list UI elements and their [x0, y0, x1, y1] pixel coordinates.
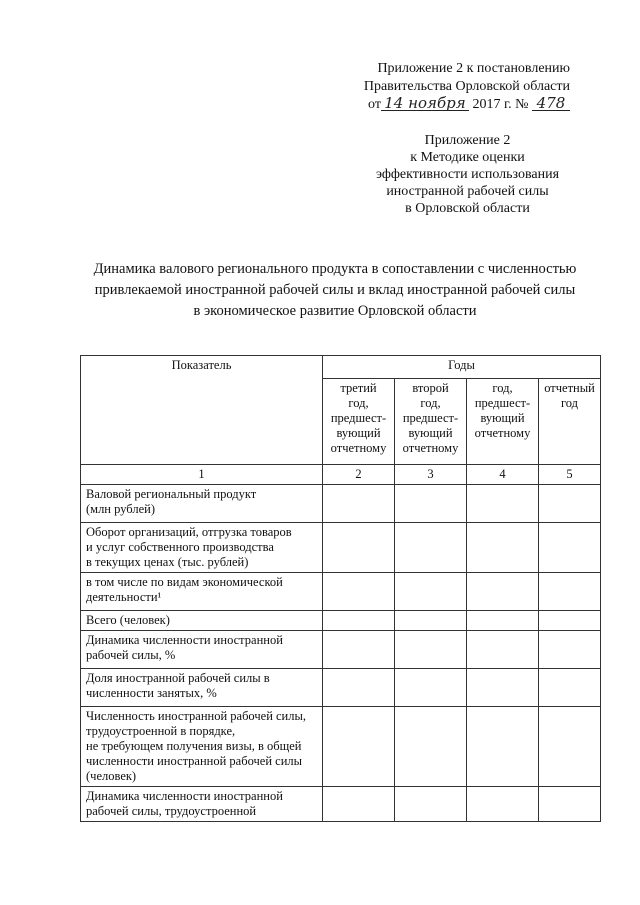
appendix-line-2: Правительства Орловской области [363, 79, 570, 94]
header-year-1-prior: год, предшест- вующий отчетному [467, 379, 539, 465]
table-row [81, 573, 601, 611]
date-prefix: от [368, 97, 381, 112]
table-row [81, 611, 601, 631]
column-number: 4 [467, 465, 539, 485]
column-number: 3 [395, 465, 467, 485]
date-year-number-label: 2017 г. № [472, 97, 529, 112]
table-row [81, 707, 601, 787]
header-years: Годы [323, 356, 601, 379]
methodology-line-3: эффективности использования [375, 167, 560, 182]
indicator-table [80, 355, 601, 822]
methodology-line-4: иностранной рабочей силы [386, 184, 549, 199]
table-row [81, 787, 601, 822]
methodology-line-5: в Орловской области [405, 201, 530, 216]
row-label: Численность иностранной рабочей силы, трудоустроенной в порядке, не требующем получения визы, в общей численности иностранной рабочей силы (человек) [81, 707, 323, 787]
document-title [80, 259, 590, 322]
header-indicator: Показатель [81, 356, 323, 465]
row-label: Оборот организаций, отгрузка товаров и услуг собственного производства в текущих ценах (тыс. рублей) [81, 523, 323, 573]
table-row [81, 523, 601, 573]
row-label: Валовой региональный продукт (млн рублей) [81, 485, 323, 523]
table-row [81, 669, 601, 707]
methodology-appendix-header [360, 132, 575, 217]
column-numbers-row [81, 465, 601, 485]
row-label: Доля иностранной рабочей силы в численности занятых, % [81, 669, 323, 707]
column-number: 5 [539, 465, 601, 485]
handwritten-number: 478 [532, 96, 570, 111]
header-reporting-year: отчетный год [539, 379, 601, 465]
title-line-1: Динамика валового регионального продукта в сопоставлении с численностью [93, 261, 577, 277]
header-year-3-prior: третий год, предшест- вующий отчетному [323, 379, 395, 465]
methodology-line-1: Приложение 2 [424, 133, 511, 148]
column-number: 1 [81, 465, 323, 485]
header-year-2-prior: второй год, предшест- вующий отчетному [395, 379, 467, 465]
title-line-2: привлекаемой иностранной рабочей силы и вклад иностранной рабочей силы [94, 282, 576, 298]
appendix-header [330, 60, 570, 114]
methodology-line-2: к Методике оценки [410, 150, 525, 165]
row-label: в том числе по видам экономической деятельности¹ [81, 573, 323, 611]
handwritten-date: 14 ноября [381, 96, 469, 111]
table-row [81, 631, 601, 669]
row-label: Всего (человек) [81, 611, 323, 631]
table-row [81, 485, 601, 523]
appendix-line-3 [330, 96, 570, 114]
column-number: 2 [323, 465, 395, 485]
appendix-line-1: Приложение 2 к постановлению [377, 61, 570, 76]
row-label: Динамика численности иностранной рабочей силы, трудоустроенной [81, 787, 323, 822]
title-line-3: в экономическое развитие Орловской области [193, 303, 477, 319]
row-label: Динамика численности иностранной рабочей силы, % [81, 631, 323, 669]
